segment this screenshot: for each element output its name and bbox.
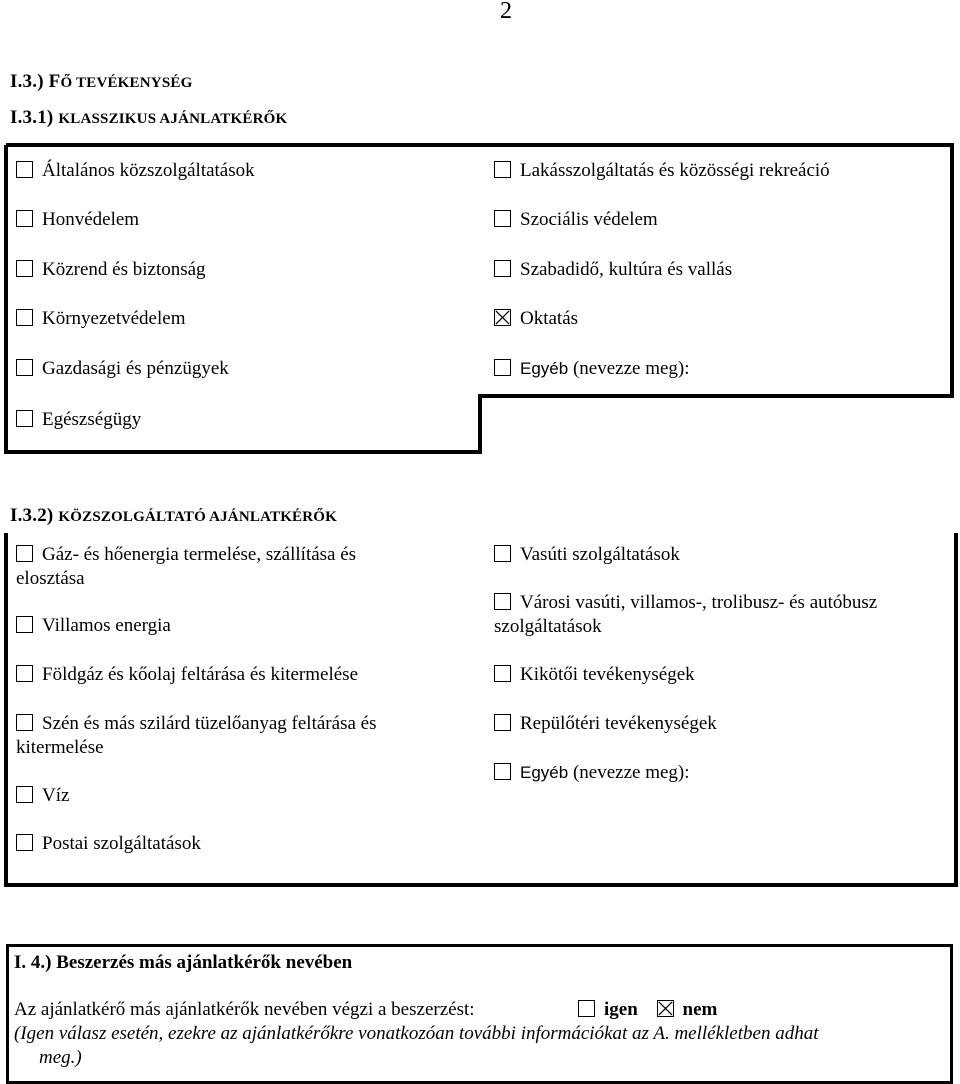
utility-right-label: Kikötői tevékenységek bbox=[520, 664, 695, 685]
classic-left-item[interactable] bbox=[16, 357, 229, 381]
no-label: nem bbox=[682, 999, 718, 1020]
section-i4-title: I. 4.) Beszerzés más ajánlatkérők nevében bbox=[14, 952, 353, 973]
utility-right-item[interactable] bbox=[494, 761, 934, 785]
utility-left-label: Gáz- és hőenergia termelése, szállítása és bbox=[42, 544, 357, 565]
classic-right-item[interactable] bbox=[494, 357, 690, 381]
classic-left-item[interactable] bbox=[16, 258, 206, 282]
section-heading-main: Ő TEVÉKENYSÉG bbox=[60, 75, 193, 91]
utility-left-item[interactable] bbox=[16, 614, 436, 638]
classic-left-label: Közrend és biztonság bbox=[42, 259, 206, 280]
classic-left-item[interactable] bbox=[16, 307, 185, 331]
classic-right-checkbox[interactable] bbox=[494, 260, 511, 277]
utility-left-checkbox[interactable] bbox=[16, 616, 33, 633]
delegation-question: Az ajánlatkérő más ajánlatkérők nevében végzi a beszerzést: bbox=[14, 999, 475, 1020]
utility-left-label-continuation: elosztása bbox=[16, 568, 85, 589]
utility-left-label: Víz bbox=[42, 785, 70, 806]
page-number: 2 bbox=[500, 0, 512, 24]
subheading-classic-main: KLASSZIKUS AJÁNLATKÉRŐK bbox=[58, 111, 288, 127]
classic-right-checkbox[interactable] bbox=[494, 359, 511, 376]
classic-right-checkbox[interactable] bbox=[494, 210, 511, 227]
utility-right-checkbox[interactable] bbox=[494, 545, 511, 562]
utility-right-label: Városi vasúti, villamos-, trolibusz- és autóbusz bbox=[520, 592, 878, 613]
classic-left-checkbox[interactable] bbox=[16, 359, 33, 376]
utility-right-checkbox[interactable] bbox=[494, 665, 511, 682]
utility-left-label-continuation: kitermelése bbox=[16, 737, 104, 758]
classic-right-item[interactable] bbox=[494, 307, 578, 331]
utility-left-checkbox[interactable] bbox=[16, 786, 33, 803]
utility-right-checkbox[interactable] bbox=[494, 763, 511, 780]
classic-left-checkbox[interactable] bbox=[16, 410, 33, 427]
classic-left-checkbox[interactable] bbox=[16, 309, 33, 326]
classic-right-label: Oktatás bbox=[520, 308, 579, 329]
delegation-note-line2: meg.) bbox=[39, 1047, 82, 1068]
classic-right-label: Szociális védelem bbox=[520, 209, 658, 230]
classic-left-item[interactable] bbox=[16, 159, 255, 183]
utility-left-item[interactable] bbox=[16, 543, 436, 591]
classic-left-checkbox[interactable] bbox=[16, 260, 33, 277]
classic-left-label: Általános közszolgáltatások bbox=[42, 160, 255, 181]
utility-right-item[interactable] bbox=[494, 712, 934, 736]
classic-right-label-rest: (nevezze meg): bbox=[568, 358, 690, 379]
utility-left-checkbox[interactable] bbox=[16, 545, 33, 562]
classic-left-checkbox[interactable] bbox=[16, 210, 33, 227]
classic-right-checkbox[interactable] bbox=[494, 309, 511, 326]
utility-left-label: Szén és más szilárd tüzelőanyag feltárása és bbox=[42, 713, 377, 734]
utility-right-item[interactable] bbox=[494, 543, 934, 567]
classic-right-item[interactable] bbox=[494, 208, 658, 232]
classic-left-label: Gazdasági és pénzügyek bbox=[42, 358, 229, 379]
utility-right-item[interactable] bbox=[494, 591, 934, 639]
utility-right-label-continuation: szolgáltatások bbox=[494, 616, 602, 637]
delegation-note-line1: (Igen válasz esetén, ezekre az ajánlatkérőkre vonatkozóan további információkat az A. mellékletben adhat bbox=[14, 1023, 819, 1044]
section-heading-prefix: I.3.) F bbox=[10, 71, 61, 92]
utility-right-item[interactable] bbox=[494, 663, 934, 687]
utility-left-item[interactable] bbox=[16, 784, 436, 808]
utility-left-item[interactable] bbox=[16, 832, 436, 856]
classic-right-label: Lakásszolgáltatás és közösségi rekreáció bbox=[520, 160, 830, 181]
subheading-utility-main: KÖZSZOLGÁLTATÓ AJÁNLATKÉRŐK bbox=[58, 509, 338, 525]
classic-left-item[interactable] bbox=[16, 408, 141, 432]
classic-left-label: Környezetvédelem bbox=[42, 308, 186, 329]
classic-left-label: Honvédelem bbox=[42, 209, 140, 230]
utility-left-item[interactable] bbox=[16, 663, 436, 687]
classic-right-checkbox[interactable] bbox=[494, 161, 511, 178]
classic-right-item[interactable] bbox=[494, 258, 732, 282]
utility-right-label-bold: Egyéb bbox=[520, 763, 569, 782]
yes-checkbox[interactable] bbox=[578, 1000, 595, 1017]
utility-left-checkbox[interactable] bbox=[16, 665, 33, 682]
utility-left-label: Postai szolgáltatások bbox=[42, 833, 201, 854]
utility-right-label: Vasúti szolgáltatások bbox=[520, 544, 680, 565]
utility-right-label: Repülőtéri tevékenységek bbox=[520, 713, 717, 734]
classic-right-label-bold: Egyéb bbox=[520, 359, 569, 378]
classic-left-item[interactable] bbox=[16, 208, 139, 232]
utility-left-label: Földgáz és kőolaj feltárása és kitermelése bbox=[42, 664, 359, 685]
classic-left-label: Egészségügy bbox=[42, 409, 142, 430]
subheading-classic-prefix: I.3.1) bbox=[10, 107, 59, 128]
classic-right-label: Szabadidő, kultúra és vallás bbox=[520, 259, 733, 280]
utility-left-item[interactable] bbox=[16, 712, 436, 760]
classic-box-outline bbox=[0, 0, 960, 470]
delegation-options bbox=[578, 999, 717, 1021]
utility-right-checkbox[interactable] bbox=[494, 714, 511, 731]
utility-left-checkbox[interactable] bbox=[16, 834, 33, 851]
subheading-utility-prefix: I.3.2) bbox=[10, 505, 59, 526]
utility-left-label: Villamos energia bbox=[42, 615, 171, 636]
yes-label: igen bbox=[604, 999, 638, 1020]
classic-right-item[interactable] bbox=[494, 159, 830, 183]
utility-left-checkbox[interactable] bbox=[16, 714, 33, 731]
no-checkbox[interactable] bbox=[657, 1000, 674, 1017]
utility-right-checkbox[interactable] bbox=[494, 593, 511, 610]
classic-left-checkbox[interactable] bbox=[16, 161, 33, 178]
subheading-utility bbox=[10, 505, 337, 527]
utility-right-label-rest: (nevezze meg): bbox=[568, 762, 690, 783]
